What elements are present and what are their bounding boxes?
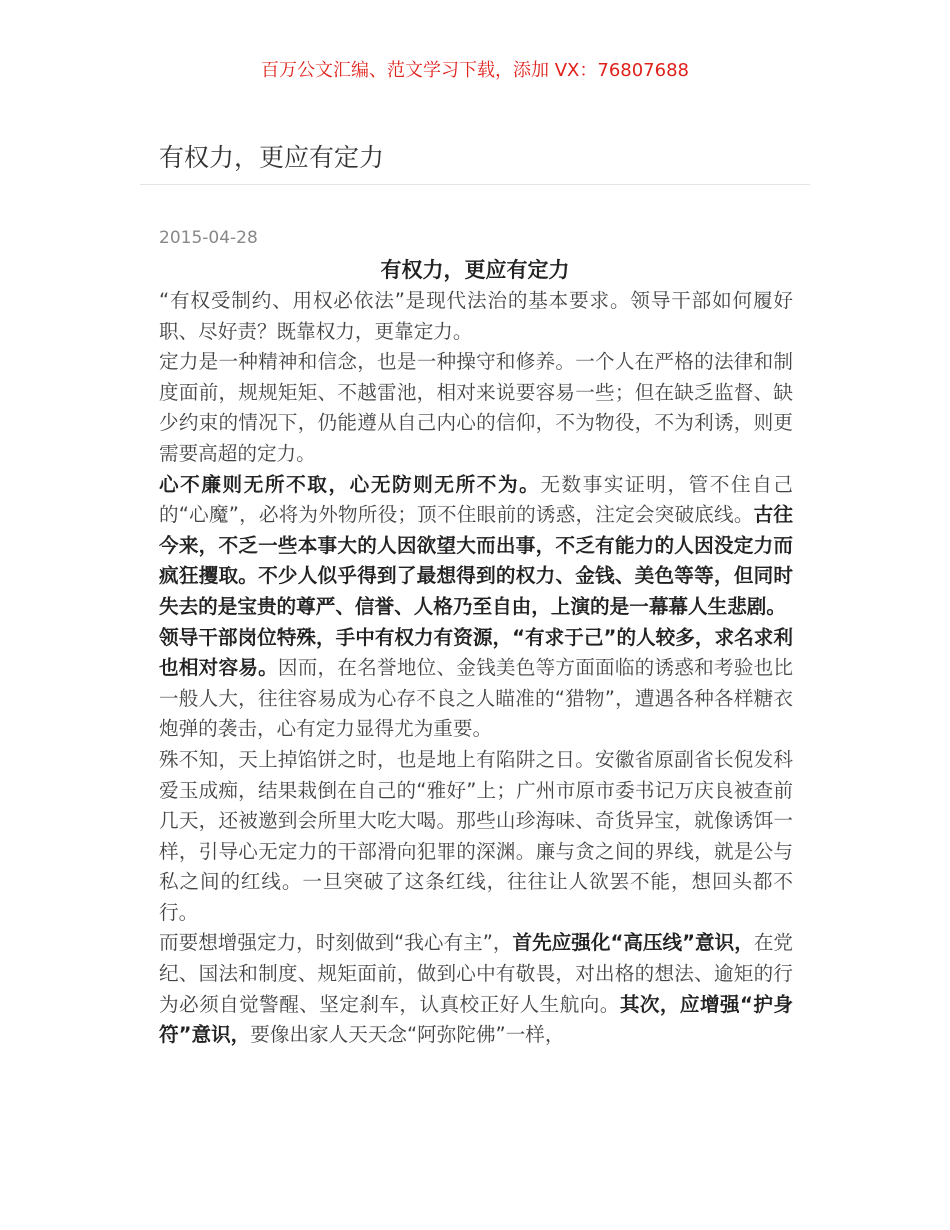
- paragraph: [159, 347, 793, 469]
- paragraph: [159, 928, 793, 1050]
- article-body: [159, 286, 793, 1051]
- paragraph: [159, 470, 793, 623]
- page-title: 有权力，更应有定力: [159, 143, 385, 172]
- text-run: 因而，在名誉地位、金钱美色等方面面临的诱惑和考验也比一般人大，往往容易成为心存不良之人瞄准的“猎物”，遭遇各种各样糖衣炮弹的袭击，心有定力显得尤为重要。: [159, 656, 794, 741]
- text-run: 殊不知，天上掉馅饼之时，也是地上有陷阱之日。安徽省原副省长倪发科爱玉成痴，结果栽倒在自己的“雅好”上；广州市原市委书记万庆良被查前几天，还被邀到会所里大吃大喝。那些山珍海味、奇货异宝，就像诱饵一样，引导心无定力的干部滑向犯罪的深渊。廉与贪之间的界线，就是公与私之间的红线。一旦突破了这条红线，往往让人欲罢不能，想回头都不行。: [159, 747, 793, 924]
- download-banner: 百万公文汇编、范文学习下载，添加 VX：76807688: [261, 60, 689, 81]
- paragraph: [159, 286, 793, 347]
- bold-text-run: 其次，应增强“护身符”意识，: [159, 992, 793, 1047]
- publish-date: 2015-04-28: [159, 228, 258, 248]
- paragraph: [159, 623, 793, 745]
- bold-text-run: 古往今来，不乏一些本事大的人因欲望大而出事，不乏有能力的人因没定力而疯狂攫取。不少人似乎得到了最想得到的权力、金钱、美色等等，但同时失去的是宝贵的尊严、信誉、人格乃至自由，上演的是一幕幕人生悲剧。: [159, 503, 793, 618]
- article-heading: 有权力，更应有定力: [380, 258, 570, 282]
- text-run: “有权受制约、用权必依法”是现代法治的基本要求。领导干部如何履好职、尽好责？既靠权力，更靠定力。: [159, 289, 793, 343]
- divider: [140, 184, 810, 185]
- bold-text-run: 领导干部岗位特殊，手中有权力有资源，“有求于己”的人较多，求名求利也相对容易。: [159, 625, 793, 680]
- bold-text-run: 心不廉则无所不取，心无防则无所不为。: [159, 472, 541, 496]
- text-run: 无数事实证明，管不住自己的“心魔”，必将为外物所役；顶不住眼前的诱惑，注定会突破底线。: [159, 472, 794, 527]
- text-run: 在党纪、国法和制度、规矩面前，做到心中有敬畏，对出格的想法、逾矩的行为必须自觉警醒、坚定刹车，认真校正好人生航向。: [159, 931, 794, 1016]
- bold-text-run: 首先应强化“高压线”意识，: [512, 931, 754, 955]
- text-run: 定力是一种精神和信念，也是一种操守和修养。一个人在严格的法律和制度面前，规规矩矩、不越雷池，相对来说要容易一些；但在缺乏监督、缺少约束的情况下，仍能遵从自己内心的信仰，不为物役，不为利诱，则更需要高超的定力。: [159, 350, 793, 465]
- paragraph: [159, 745, 793, 929]
- text-run: 要像出家人天天念“阿弥陀佛”一样，: [250, 1023, 565, 1047]
- text-run: 而要想增强定力，时刻做到“我心有主”，: [159, 931, 513, 955]
